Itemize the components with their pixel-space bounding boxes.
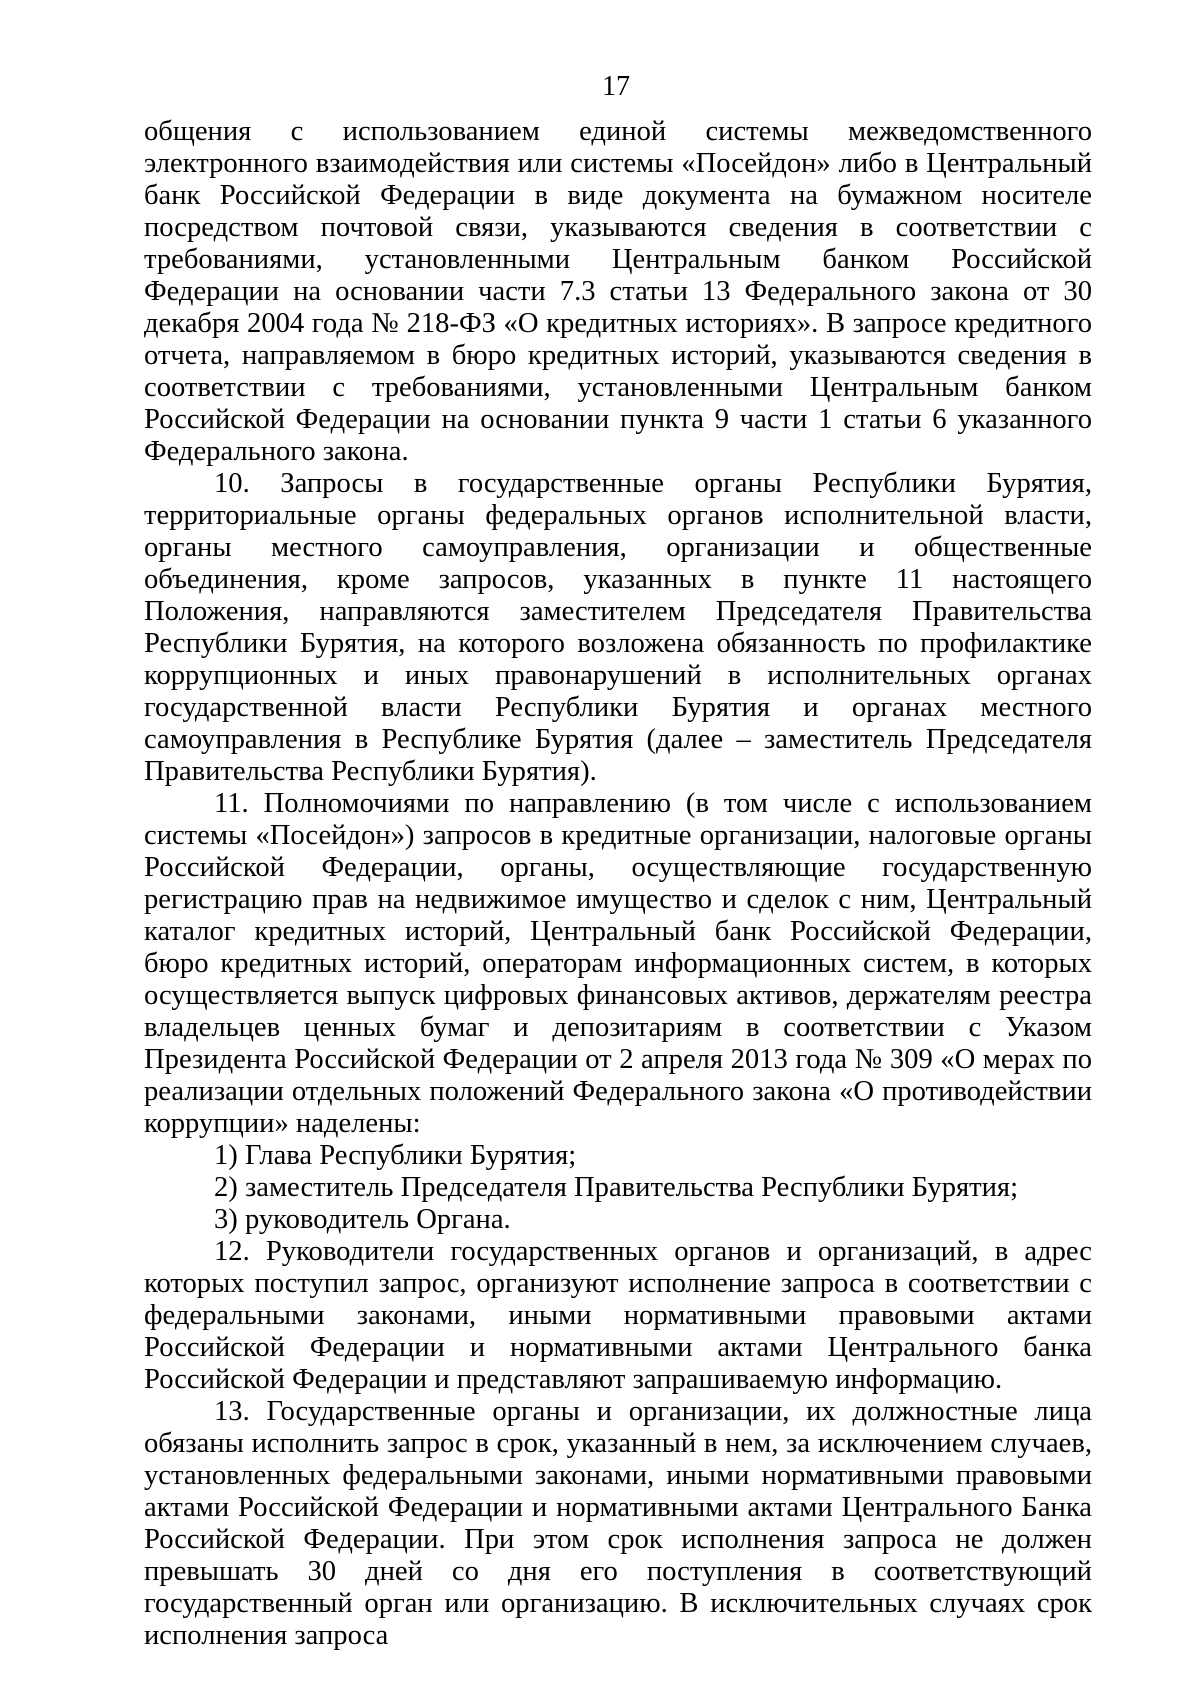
paragraph-item-13: 13. Государственные органы и организации, их должностные лица обязаны исполнить запрос в срок, указанный в нем, за исключением случаев, установленных федеральными законами, иными нормативными правовыми актами Российской Федерации и нормативными актами Центрального Банка Российской Федерации. При этом срок исполнения запроса не должен превышать 30 дней со дня его поступления в соответствующий государственный орган или организацию. В исключительных случаях срок исполнения запроса: [144, 1396, 1092, 1651]
paragraph-item-10: 10. Запросы в государственные органы Республики Бурятия, территориальные органы федеральных органов исполнительной власти, органы местного самоуправления, организации и общественные объединения, кроме запросов, указанных в пункте 11 настоящего Положения, направляются заместителем Председателя Правительства Республики Бурятия, на которого возложена обязанность по профилактике коррупционных и иных правонарушений в исполнительных органах государственной власти Республики Бурятия и органах местного самоуправления в Республике Бурятия (далее – заместитель Председателя Правительства Республики Бурятия).: [144, 468, 1092, 787]
list-item-2: 2) заместитель Председателя Правительства Республики Бурятия;: [214, 1172, 1019, 1203]
paragraph-item-12: 12. Руководители государственных органов и организаций, в адрес которых поступил запрос, организуют исполнение запроса в соответствии с федеральными законами, иными нормативными правовыми актами Российской Федерации и нормативными актами Центрального банка Российской Федерации и представляют запрашиваемую информацию.: [144, 1236, 1092, 1395]
page-number: 17: [602, 71, 630, 102]
paragraph-continuation: общения с использованием единой системы межведомственного электронного взаимодействия или системы «Посейдон» либо в Центральный банк Российской Федерации в виде документа на бумажном носителе посредством почтовой связи, указываются сведения в соответствии с требованиями, установленными Центральным банком Российской Федерации на основании части 7.3 статьи 13 Федерального закона от 30 декабря 2004 года № 218-ФЗ «О кредитных историях». В запросе кредитного отчета, направляемом в бюро кредитных историй, указываются сведения в соответствии с требованиями, установленными Центральным банком Российской Федерации на основании пункта 9 части 1 статьи 6 указанного Федерального закона.: [144, 116, 1092, 467]
list-item-1: 1) Глава Республики Бурятия;: [214, 1140, 577, 1171]
document-body: [144, 116, 1092, 1652]
list-item-3: 3) руководитель Органа.: [214, 1204, 511, 1235]
paragraph-item-11: 11. Полномочиями по направлению (в том числе с использованием системы «Посейдон») запросов в кредитные организации, налоговые органы Российской Федерации, органы, осуществляющие государственную регистрацию прав на недвижимое имущество и сделок с ним, Центральный каталог кредитных историй, Центральный банк Российской Федерации, бюро кредитных историй, операторам информационных систем, в которых осуществляется выпуск цифровых финансовых активов, держателям реестра владельцев ценных бумаг и депозитариям в соответствии с Указом Президента Российской Федерации от 2 апреля 2013 года № 309 «О мерах по реализации отдельных положений Федерального закона «О противодействии коррупции» наделены:: [144, 788, 1092, 1139]
